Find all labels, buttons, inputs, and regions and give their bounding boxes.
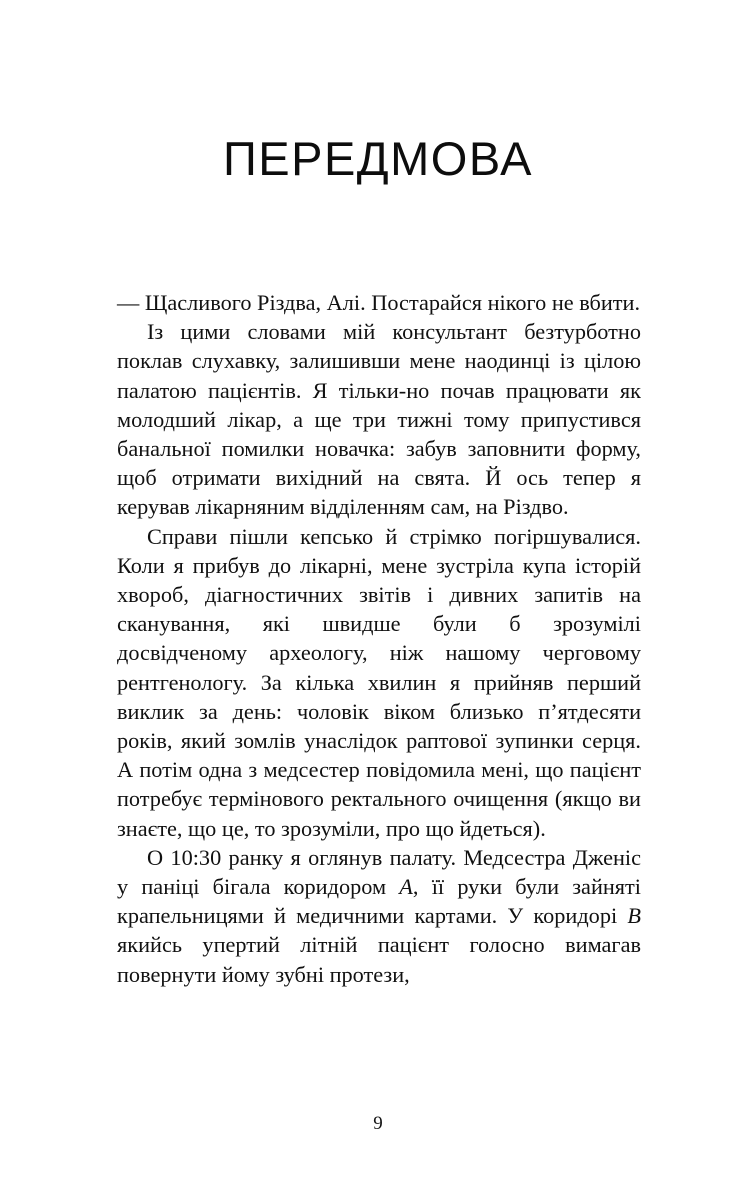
body-text (117, 288, 641, 989)
paragraph-1: — Щасливого Різдва, Алі. Постарайся нікого не вбити. (117, 290, 641, 315)
paragraph-4: О 10:30 ранку я оглянув палату. Медсестра Дженіс у паніці бігала коридором A, її руки були зайняті крапельницями й медичними картами. У коридорі B якийсь упертий літній пацієнт голосно вимагав повернути йому зубні протези, (117, 844, 641, 987)
paragraph-3: Справи пішли кепсько й стрімко погіршувалися. Коли я прибув до лікарні, мене зустріла купа історій хвороб, діагностичних звітів і дивних запитів на сканування, які швидше були б зрозумілі досвідченому археологу, ніж нашому черговому рентгенологу. За кілька хвилин я прийняв перший виклик за день: чоловік віком близько п’ятдесяти років, який зомлів унаслідок раптової зупинки серця. А потім одна з медсестер повідомила мені, що пацієнт потребує термінового ректального очищення (якщо ви знаєте, що це, то зрозуміли, про що йдеться). (117, 523, 641, 841)
page-number: 9 (373, 1113, 383, 1134)
page-title: ПЕРЕДМОВА (222, 132, 533, 186)
paragraph-2: Із цими словами мій консультант безтурботно поклав слухавку, залишивши мене наодинці із цілою палатою пацієнтів. Я тільки-но почав працювати як молодший лікар, а ще три тижні тому припустився банальної помилки новачка: забув заповнити форму, щоб отримати вихідний на свята. Й ось тепер я керував лікарняним відділенням сам, на Різдво. (117, 319, 641, 520)
corridor-letter: B (627, 903, 641, 929)
corridor-letter: A (399, 874, 413, 900)
